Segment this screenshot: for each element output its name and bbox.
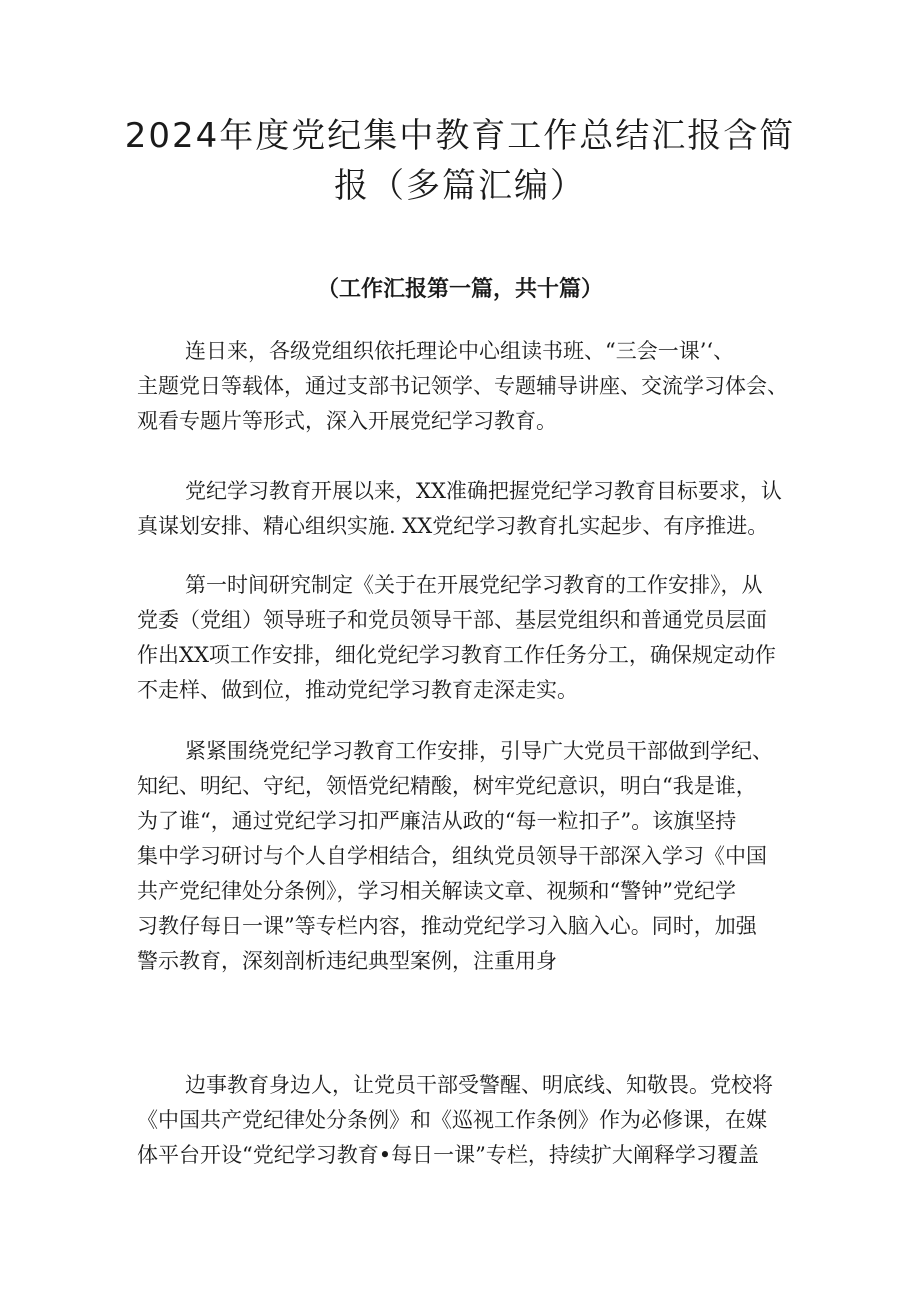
paragraph-line: 习教仔每日一课”等专栏内容，推动党纪学习入脑入心。同时，加强 — [137, 914, 757, 938]
paragraph-line: 作出XX项工作安排，细化党纪学习教育工作任务分工，确保规定动作 — [137, 643, 776, 667]
paragraph-line: 第一时间研究制定《关于在开展党纪学习教育的工作安排》，从 — [185, 573, 763, 597]
paragraph-line: 党纪学习教育开展以来，XX准确把握党纪学习教育目标要求，认 — [185, 479, 782, 503]
paragraph-5 — [137, 1068, 805, 1173]
paragraph-1 — [137, 334, 805, 439]
paragraph-line: 真谋划安排、精心组织实施. XX党纪学习教育扎实起步、有序推进。 — [137, 514, 769, 538]
paragraph-3 — [137, 568, 805, 708]
document-title-line-1: 2024年度党纪集中教育工作总结汇报含简 — [124, 116, 796, 156]
paragraph-line: 边事教育身边人，让党员干部受警醒、明底线、知敬畏。党校将 — [185, 1073, 773, 1097]
paragraph-line: 观看专题片等形式，深入开展党纪学习教育。 — [137, 409, 557, 433]
paragraph-line: 紧紧围绕党纪学习教育工作安排，引导广大党员干部做到学纪、 — [185, 739, 773, 763]
paragraph-line: 为了谁“，通过党纪学习扣严廉洁从政的“每一粒扣子”。该旗坚持 — [137, 809, 737, 833]
paragraph-line: 不走样、做到位，推动党纪学习教育走深走实。 — [137, 678, 578, 702]
paragraph-4 — [137, 734, 805, 979]
paragraph-line: 警示教育，深刻剖析违纪典型案例，注重用身 — [137, 949, 557, 973]
paragraph-line: 知纪、明纪、守纪，领悟党纪精酸，树牢党纪意识，明白“我是谁， — [137, 774, 757, 798]
paragraph-line: 连日来，各级党组织依托理论中心组读书班、“三会一课’‘、 — [185, 339, 735, 363]
paragraph-line: 《中国共产党纪律处分条例》和《巡视工作条例》作为必修课，在媒 — [137, 1108, 767, 1132]
paragraph-2 — [137, 474, 805, 544]
paragraph-line: 主题党日等载体，通过支部书记领学、专题辅导讲座、交流学习体会、 — [137, 374, 788, 398]
paragraph-line: 集中学习研讨与个人自学相结合，组纨党员领导干部深入学习《中国 — [137, 844, 767, 868]
document-title-line-2: 报（多篇汇编） — [334, 166, 586, 206]
paragraph-line: 体平台开设“党纪学习教育•每日一课”专栏，持续扩大阐释学习覆盖 — [137, 1143, 759, 1167]
paragraph-line: 共产党纪律处分条例》，学习相关解读文章、视频和“警钟”党纪学 — [137, 879, 736, 903]
section-subtitle: （工作汇报第一篇，共十篇） — [316, 277, 603, 302]
paragraph-line: 党委（党组）领导班子和党员领导干部、基层党组织和普通党员层面 — [137, 608, 767, 632]
